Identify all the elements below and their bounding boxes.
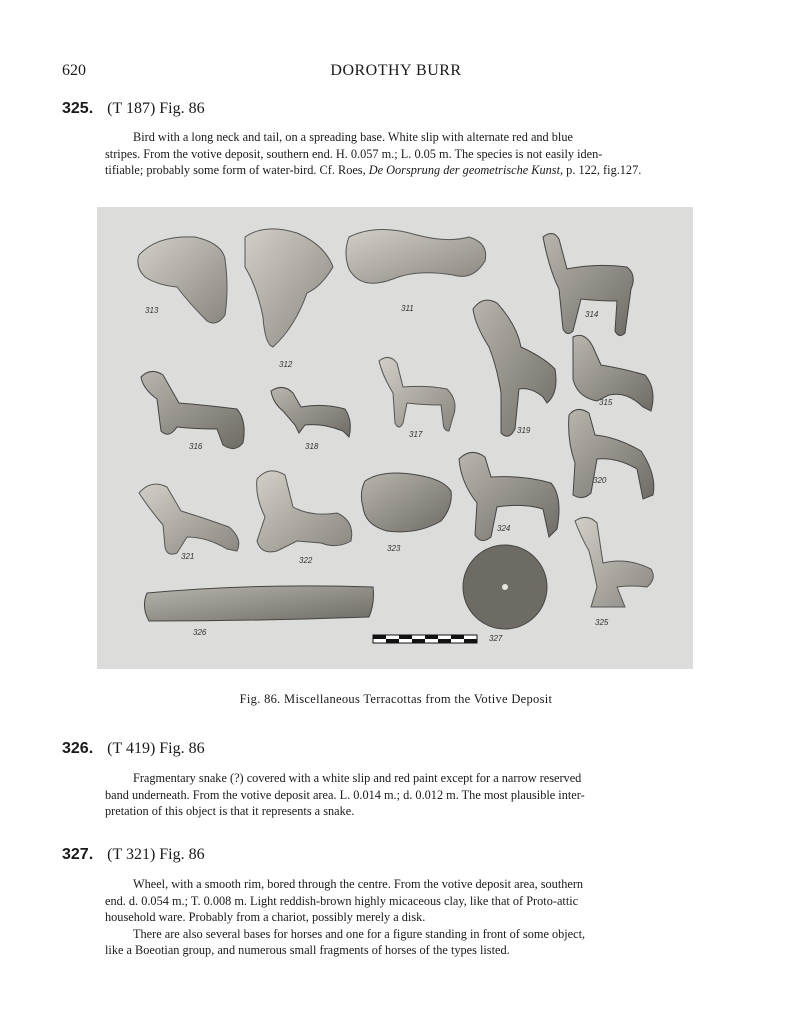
text-line: household ware. Probably from a chariot, possibly merely a disk. xyxy=(105,910,426,924)
entry-number: 326. xyxy=(62,740,94,757)
label-313: 313 xyxy=(145,306,159,315)
entry-326-text xyxy=(105,770,727,820)
text-line: Wheel, with a smooth rim, bored through the centre. From the votive deposit area, southern xyxy=(133,877,584,891)
entry-number: 325. xyxy=(62,100,94,117)
label-319: 319 xyxy=(517,426,531,435)
label-323: 323 xyxy=(387,544,401,553)
label-324: 324 xyxy=(497,524,511,533)
label-314: 314 xyxy=(585,310,599,319)
label-325: 325 xyxy=(595,618,609,627)
terracotta-325 xyxy=(575,517,653,607)
scale-bar xyxy=(373,635,477,643)
entry-327-text xyxy=(105,876,727,959)
entry-325-heading xyxy=(62,100,205,118)
entry-reference: (T 321) Fig. 86 xyxy=(107,846,205,863)
terracotta-312 xyxy=(245,229,333,347)
label-317: 317 xyxy=(409,430,423,439)
text-line: Fragmentary snake (?) covered with a white slip and red paint except for a narrow reserved xyxy=(133,771,582,785)
running-title: DOROTHY BURR xyxy=(330,62,462,79)
terracotta-314 xyxy=(543,233,633,335)
entry-reference: (T 419) Fig. 86 xyxy=(107,740,205,757)
page-number: 620 xyxy=(62,62,86,79)
text-line xyxy=(105,162,727,179)
terracotta-323 xyxy=(361,473,451,532)
page-header xyxy=(62,62,730,84)
terracotta-316 xyxy=(141,371,244,448)
text-line: pretation of this object is that it represents a snake. xyxy=(105,804,355,818)
label-327: 327 xyxy=(489,634,503,643)
label-320: 320 xyxy=(593,476,607,485)
label-316: 316 xyxy=(189,442,203,451)
entry-325-text xyxy=(105,129,727,179)
entry-326-heading xyxy=(62,740,205,758)
terracotta-321 xyxy=(139,484,239,554)
figure-caption: Fig. 86. Miscellaneous Terracottas from the Votive Deposit xyxy=(239,692,553,706)
citation-title: De Oorsprung der geometrische Kunst xyxy=(368,163,561,177)
terracotta-326 xyxy=(144,586,373,621)
entry-327-heading xyxy=(62,846,205,864)
entry-reference: (T 187) Fig. 86 xyxy=(107,100,205,117)
terracotta-320 xyxy=(569,409,654,499)
label-312: 312 xyxy=(279,360,293,369)
label-321: 321 xyxy=(181,552,195,561)
label-315: 315 xyxy=(599,398,613,407)
text-line: band underneath. From the votive deposit area. L. 0.014 m.; d. 0.012 m. The most plausible inter- xyxy=(105,787,585,802)
text-line: like a Boeotian group, and numerous small fragments of horses of the types listed. xyxy=(105,943,510,957)
label-322: 322 xyxy=(299,556,313,565)
terracotta-318 xyxy=(271,387,350,437)
label-318: 318 xyxy=(305,442,319,451)
label-326: 326 xyxy=(193,628,207,637)
terracotta-311 xyxy=(346,229,486,283)
text-line: Bird with a long neck and tail, on a spreading base. White slip with alternate red and blue xyxy=(133,130,573,144)
terracotta-315 xyxy=(573,335,653,411)
text-line: There are also several bases for horses and one for a figure standing in front of some object, xyxy=(133,926,586,941)
label-311: 311 xyxy=(401,304,414,313)
figure-86-photograph xyxy=(97,207,693,669)
entry-number: 327. xyxy=(62,846,94,863)
terracotta-322 xyxy=(257,471,352,552)
text-fragment: tifiable; probably some form of water-bird. Cf. Roes, xyxy=(105,163,369,177)
terracotta-317 xyxy=(379,357,455,431)
citation-tail: , p. 122, fig.127. xyxy=(560,163,642,177)
text-line: end. d. 0.054 m.; T. 0.008 m. Light reddish-brown highly micaceous clay, like that of Proto-attic xyxy=(105,893,579,908)
text-line: stripes. From the votive deposit, southern end. H. 0.057 m.; L. 0.05 m. The species is not easily iden- xyxy=(105,146,603,161)
terracotta-319 xyxy=(473,300,556,436)
wheel-hole xyxy=(502,584,508,590)
